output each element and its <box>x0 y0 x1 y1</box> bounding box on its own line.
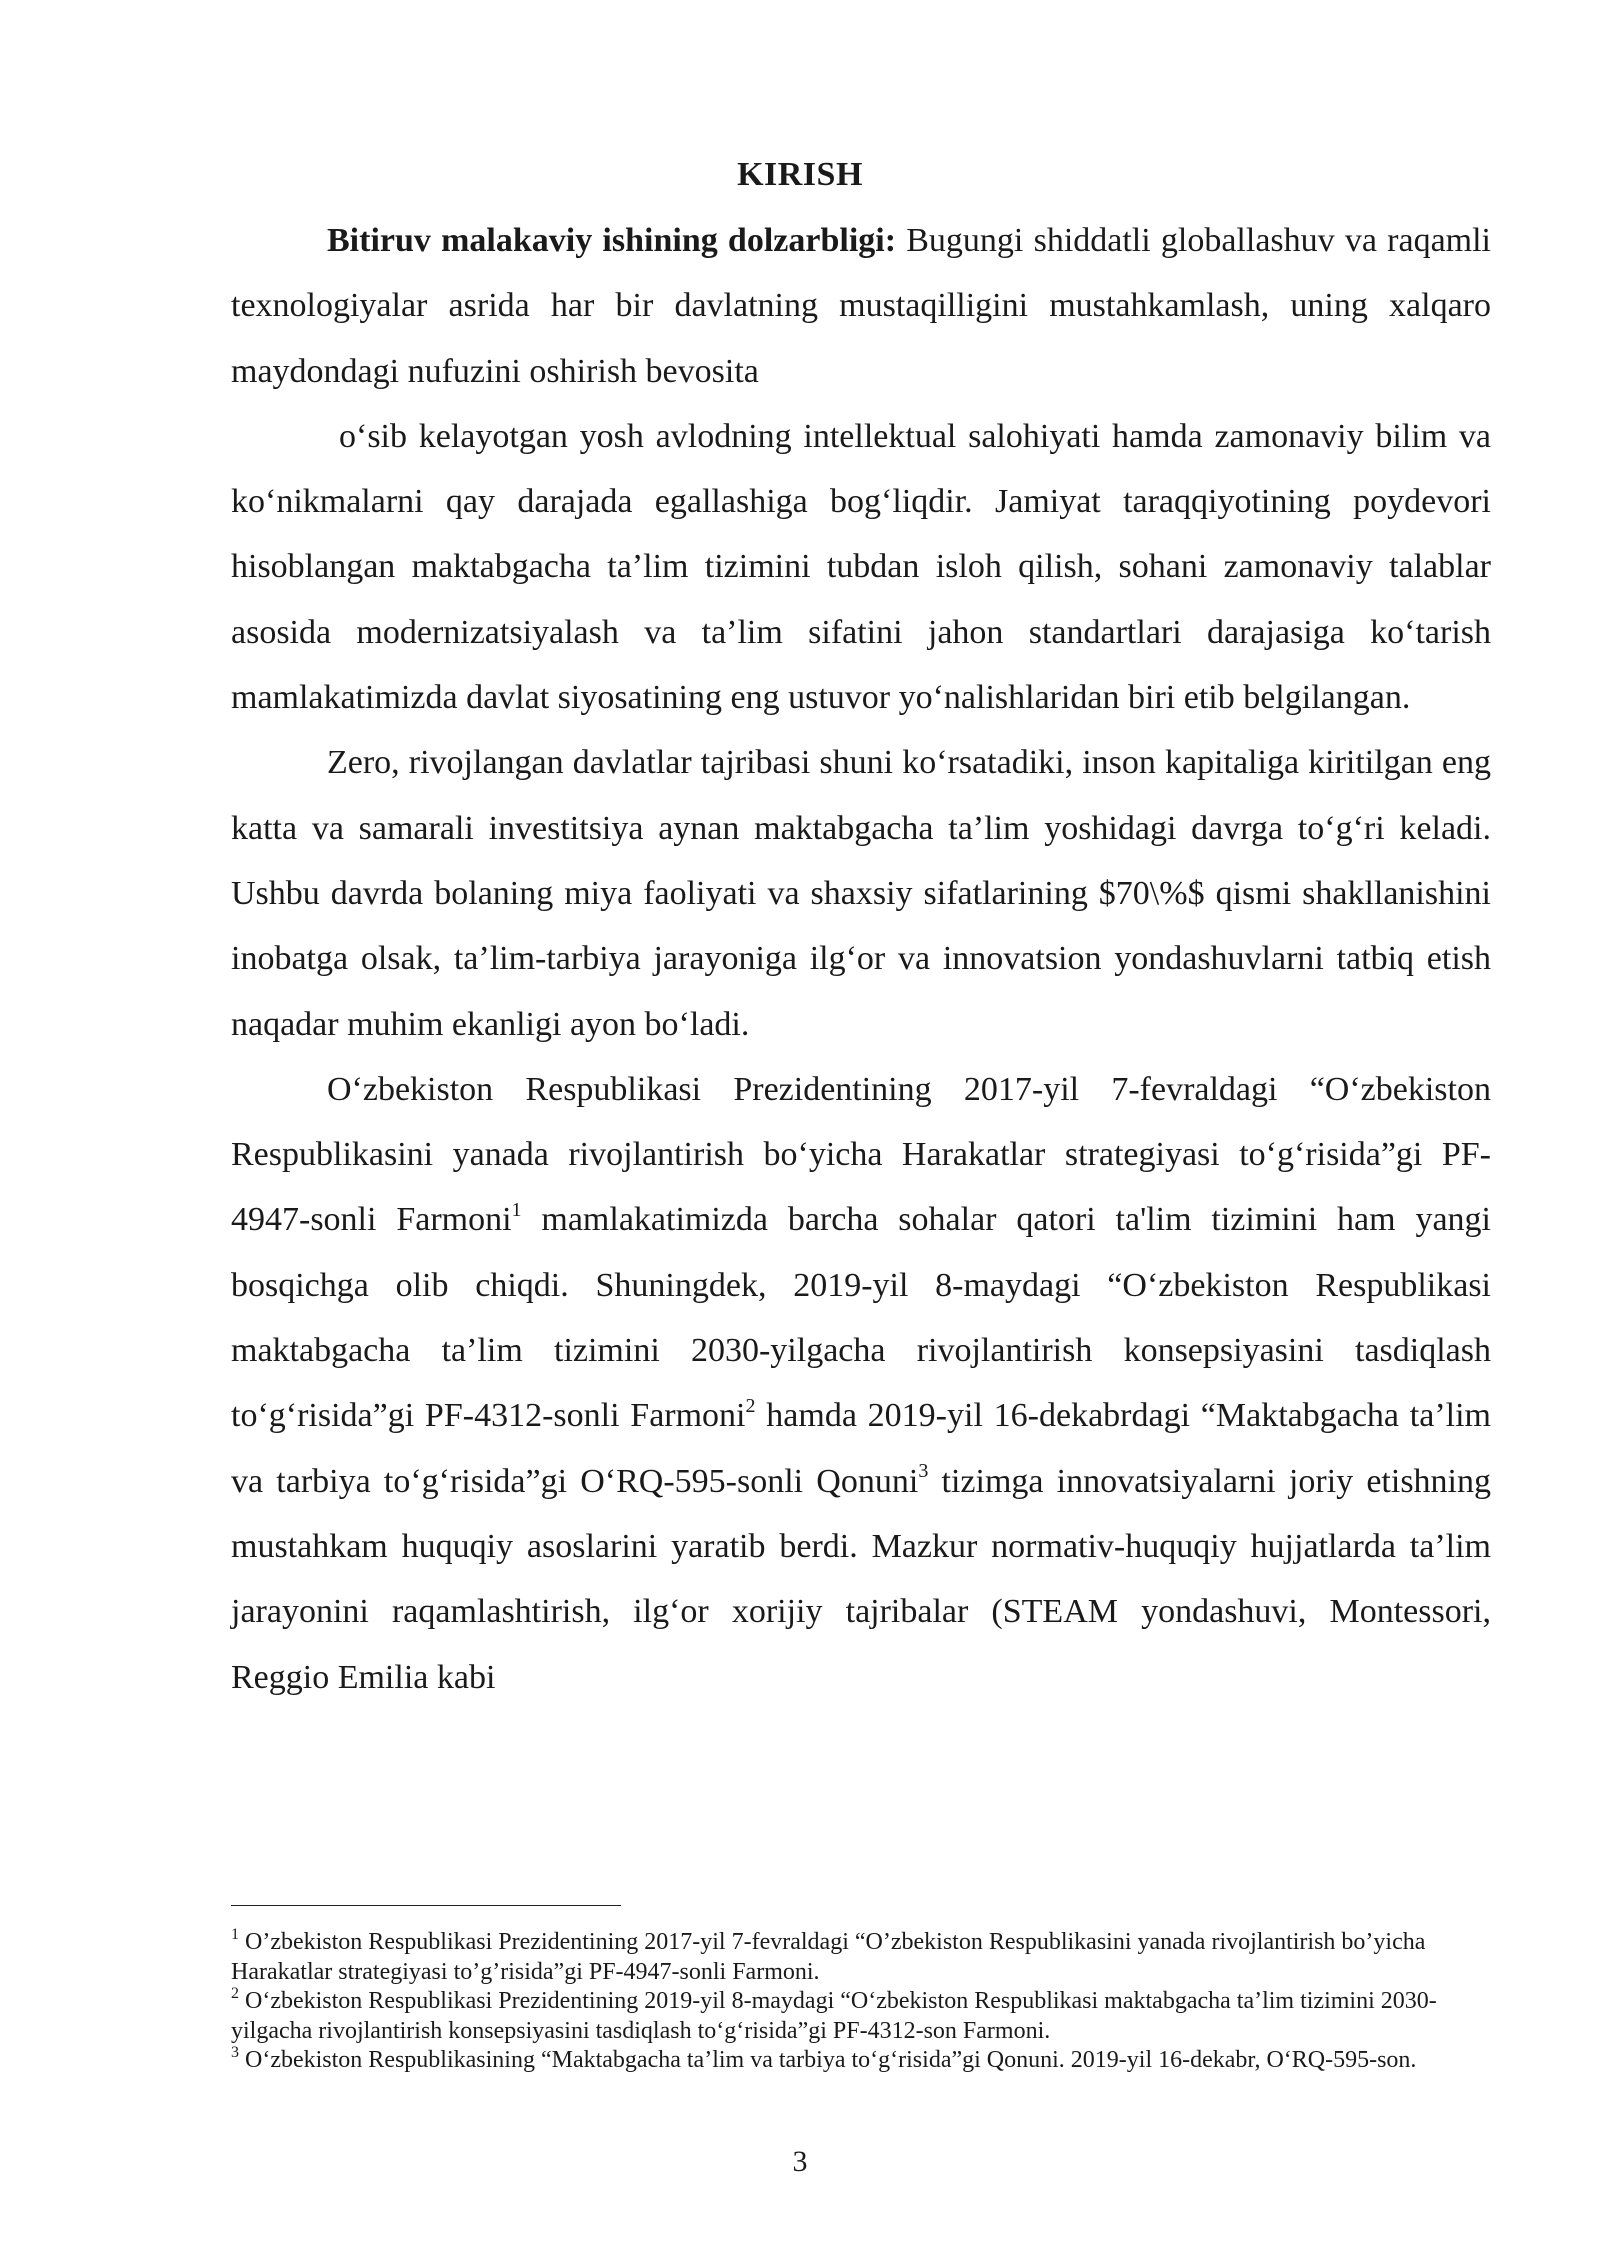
paragraph-legislation <box>231 1057 1491 1710</box>
paragraph-text: O‘zbekiston Respublikasi Prezidentining 2017-yil 7-fevraldagi “O‘zbekiston Respublikasini yanada rivojlantirish bo‘yicha Harakatlar strategiyasi to‘g‘risida”gi PF-4947-sonli Farmoni <box>231 1070 1491 1239</box>
footnote-text: O‘zbekiston Respublikasining “Maktabgacha ta’lim va tarbiya to‘g‘risida”gi Qonuni. 2019-yil 16-dekabr, O‘RQ-595-son. <box>239 2047 1417 2073</box>
footnote-1 <box>231 1928 1491 1987</box>
footnote-text: O’zbekiston Respublikasi Prezidentining 2017-yil 7-fevraldagi “O’zbekiston Respublikasini yanada rivojlantirish bo’yicha Harakatlar strategiyasi to’g’risida”gi PF-4947-sonli Farmoni. <box>231 1929 1426 1985</box>
footnote-ref-1[interactable]: 1 <box>511 1199 522 1222</box>
footnotes <box>231 1928 1491 2076</box>
relevance-heading: Bitiruv malakaviy ishining dolzarbligi: <box>327 222 897 259</box>
page-title: KIRISH <box>737 156 863 193</box>
footnote-text: O‘zbekiston Respublikasi Prezidentining 2019-yil 8-maydagi “O‘zbekiston Respublikasi maktabgacha ta’lim tizimini 2030-yilgacha rivojlantirish konsepsiyasini tasdiqlash to‘g‘risida”gi PF-4312-son Farmoni. <box>231 1988 1437 2044</box>
footnote-2 <box>231 1987 1491 2046</box>
footnote-3 <box>231 2046 1491 2076</box>
footnote-separator <box>231 1905 621 1906</box>
paragraph-text: Bugungi shiddatli globallashuv va raqamli texnologiyalar asrida har bir davlatning mustaqilligini mustahkamlash, uning xalqaro maydondagi nufuzini oshirish bevosita <box>231 222 1491 390</box>
paragraph-investment: Zero, rivojlangan davlatlar tajribasi shuni ko‘rsatadiki, inson kapitaliga kiritilgan eng katta va samarali investitsiya aynan maktabgacha ta’lim yoshidagi davrga to‘g‘ri keladi. Ushbu davrda bolaning miya faoliyati va shaxsiy sifatlarining $70\%$ qismi shakllanishini inobatga olsak, ta’lim-tarbiya jarayoniga ilg‘or va innovatsion yondashuvlarni tatbiq etish naqadar muhim ekanligi ayon bo‘ladi. <box>231 744 1491 1043</box>
paragraph-text: mamlakatimizda barcha sohalar qatori ta'lim tizimini ham yangi bosqichga olib chiqdi. Shuningdek, 2019-yil 8-maydagi “O‘zbekiston Respublikasi maktabgacha ta’lim tizimini 2030-yilgacha rivojlantirish konsepsiyasini tasdiqlash to‘g‘risida”gi PF-4312-sonli Farmoni <box>231 1201 1491 1435</box>
footnote-number: 3 <box>231 2044 239 2061</box>
paragraph-relevance <box>231 208 1491 404</box>
footnote-ref-3[interactable]: 3 <box>918 1460 929 1483</box>
footnote-ref-2[interactable]: 2 <box>745 1395 756 1418</box>
page-number: 3 <box>792 2145 808 2178</box>
paragraph-continuation: o‘sib kelayotgan yosh avlodning intellektual salohiyati hamda zamonaviy bilim va ko‘nikmalarni qay darajada egallashiga bog‘liqdir. Jamiyat taraqqiyotining poydevori hisoblangan maktabgacha ta’lim tizimini tubdan isloh qilish, sohani zamonaviy talablar asosida modernizatsiyalash va ta’lim sifatini jahon standartlari darajasiga ko‘tarish mamlakatimizda davlat siyosatining eng ustuvor yo‘nalishlaridan biri etib belgilangan. <box>231 417 1491 717</box>
paragraph-text: tizimga innovatsiyalarni joriy etishning mustahkam huquqiy asoslarini yaratib berdi. Mazkur normativ-huquqiy hujjatlarda ta’lim jarayonini raqamlashtirish, ilg‘or xorijiy tajribalar (STEAM yondashuvi, Montessori, Reggio Emilia kabi <box>231 1462 1491 1696</box>
body-text <box>231 208 1491 1710</box>
footnote-number: 2 <box>231 1985 239 2002</box>
footnote-number: 1 <box>231 1926 239 1943</box>
paragraph-text: hamda 2019-yil 16-dekabrdagi “Maktabgacha ta’lim va tarbiya to‘g‘risida”gi O‘RQ-595-sonli Qonuni <box>231 1397 1491 1500</box>
